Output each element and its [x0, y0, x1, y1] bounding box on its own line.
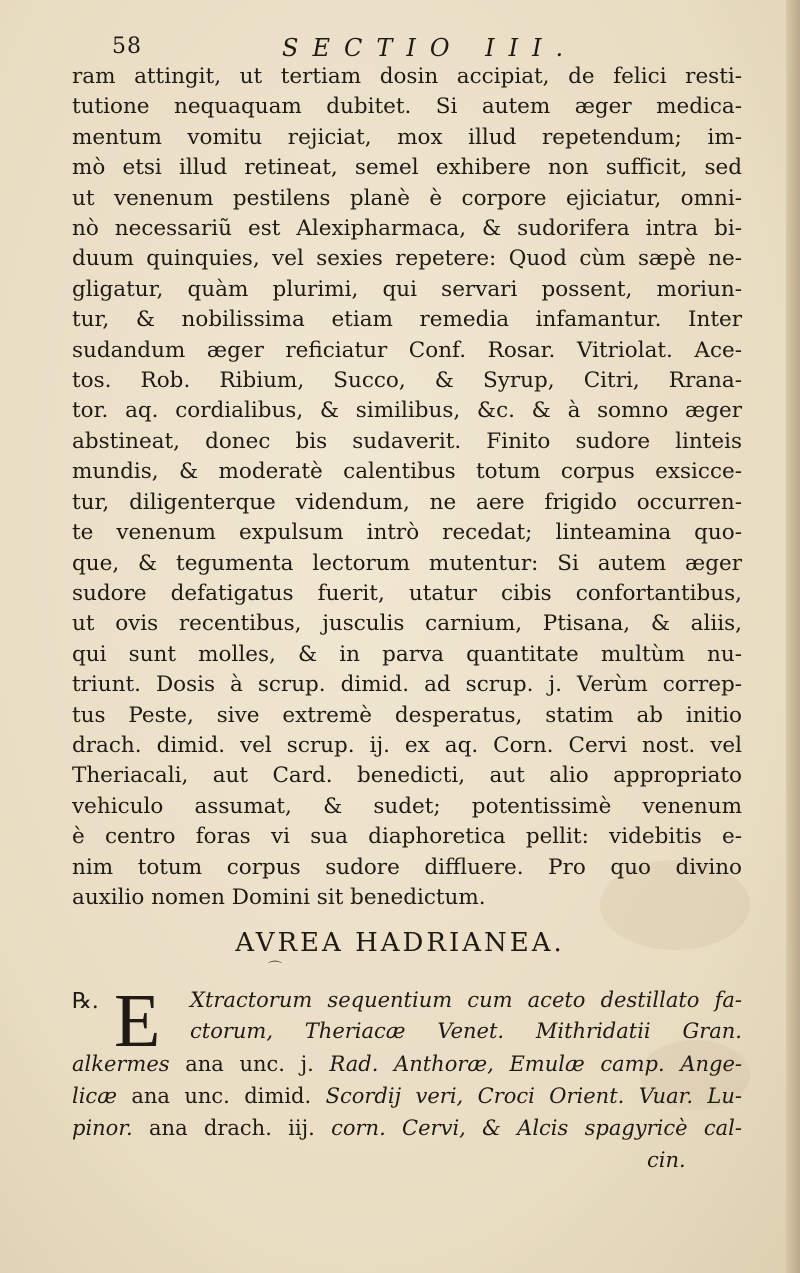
- text-line: mò etsi illud retineat, semel exhibere non sufficit, sed: [72, 155, 742, 181]
- text-line: tos. Rob. Ribium, Succo, & Syrup, Citri, Rrana-: [72, 368, 742, 394]
- text-line: mundis, & moderatè calentibus totum corpus exsicce-: [72, 459, 742, 485]
- text-line: ut venenum pestilens planè è corpore ejiciatur, omni-: [72, 185, 742, 211]
- section-heading: AVREA HADRIANEA.: [235, 928, 565, 958]
- text-line: triunt. Dosis à scrup. dimid. ad scrup. j. Verùm correp-: [72, 672, 742, 698]
- italic-text: Xtractorum sequentium cum aceto destillato fa-: [190, 988, 742, 1012]
- italic-text: licæ: [72, 1084, 117, 1108]
- text-line: abstineat, donec bis sudaverit. Finito sudore linteis: [72, 428, 742, 454]
- recipe-line: [72, 1081, 742, 1111]
- drop-capital: E: [114, 979, 161, 1063]
- roman-text: ana drach. iij.: [132, 1116, 332, 1140]
- recipe-line: [72, 1049, 742, 1079]
- page-number: 58: [112, 34, 142, 59]
- text-line: sudandum æger reficiatur Conf. Rosar. Vitriolat. Ace-: [72, 337, 742, 363]
- italic-text: Rad. Anthoræ, Emulæ camp. Ange-: [329, 1052, 742, 1076]
- text-line: nim totum corpus sudore diffluere. Pro quo divino: [72, 854, 742, 880]
- text-line: vehiculo assumat, & sudet; potentissimè venenum: [72, 793, 742, 819]
- ornament-mark: ⌒: [268, 961, 282, 977]
- text-line: auxilio nomen Domini sit benedictum.: [72, 884, 486, 910]
- recipe-line: [72, 1113, 742, 1143]
- recipe-line: [190, 1016, 742, 1046]
- italic-text: pinor.: [72, 1116, 133, 1140]
- text-line: te venenum expulsum intrò recedat; linteamina quo-: [72, 520, 742, 546]
- text-line: qui sunt molles, & in parva quantitate multùm nu-: [72, 641, 742, 667]
- text-line: tus Peste, sive extremè desperatus, statim ab initio: [72, 702, 742, 728]
- page-edge: [786, 0, 800, 1273]
- text-line: mentum vomitu rejiciat, mox illud repetendum; im-: [72, 124, 742, 150]
- recipe-line: [647, 1145, 742, 1175]
- body-text: [72, 62, 742, 913]
- running-title: SECTIO III.: [282, 34, 578, 62]
- text-line: que, & tegumenta lectorum mutentur: Si autem æger: [72, 550, 742, 576]
- text-line: tor. aq. cordialibus, & similibus, &c. & à somno æger: [72, 398, 742, 424]
- text-line: tur, diligenterque videndum, ne aere frigido occurren-: [72, 489, 742, 515]
- recipe-symbol: ℞.: [72, 989, 99, 1014]
- text-line: Theriacali, aut Card. benedicti, aut alio appropriato: [72, 763, 742, 789]
- text-line: ut ovis recentibus, jusculis carnium, Ptisana, & aliis,: [72, 611, 742, 637]
- roman-text: ana unc. dimid.: [116, 1084, 326, 1108]
- text-line: duum quinquies, vel sexies repetere: Quod cùm sæpè ne-: [72, 246, 742, 272]
- text-line: è centro foras vi sua diaphoretica pellit: videbitis e-: [72, 824, 742, 850]
- text-line: nò necessariũ est Alexipharmaca, & sudorifera intra bi-: [72, 216, 742, 242]
- recipe-line: [190, 985, 742, 1015]
- text-line: tur, & nobilissima etiam remedia infamantur. Inter: [72, 307, 742, 333]
- italic-text: corn. Cervi, & Alcis spagyricè cal-: [331, 1116, 742, 1140]
- text-line: ram attingit, ut tertiam dosin accipiat, de felici resti-: [72, 64, 742, 89]
- roman-text: ana unc. j.: [169, 1052, 330, 1076]
- italic-text: cin.: [647, 1148, 686, 1172]
- text-line: drach. dimid. vel scrup. ij. ex aq. Corn. Cervi nost. vel: [72, 732, 742, 758]
- text-line: sudore defatigatus fuerit, utatur cibis confortantibus,: [72, 580, 742, 606]
- text-line: tutione nequaquam dubitet. Si autem æger medica-: [72, 94, 742, 120]
- text-line: gligatur, quàm plurimi, qui servari possent, moriun-: [72, 276, 742, 302]
- italic-text: Scordij veri, Croci Orient. Vuar. Lu-: [325, 1084, 742, 1108]
- italic-text: ctorum, Theriacæ Venet. Mithridatii Gran.: [190, 1019, 742, 1043]
- italic-text: alkermes: [72, 1052, 170, 1076]
